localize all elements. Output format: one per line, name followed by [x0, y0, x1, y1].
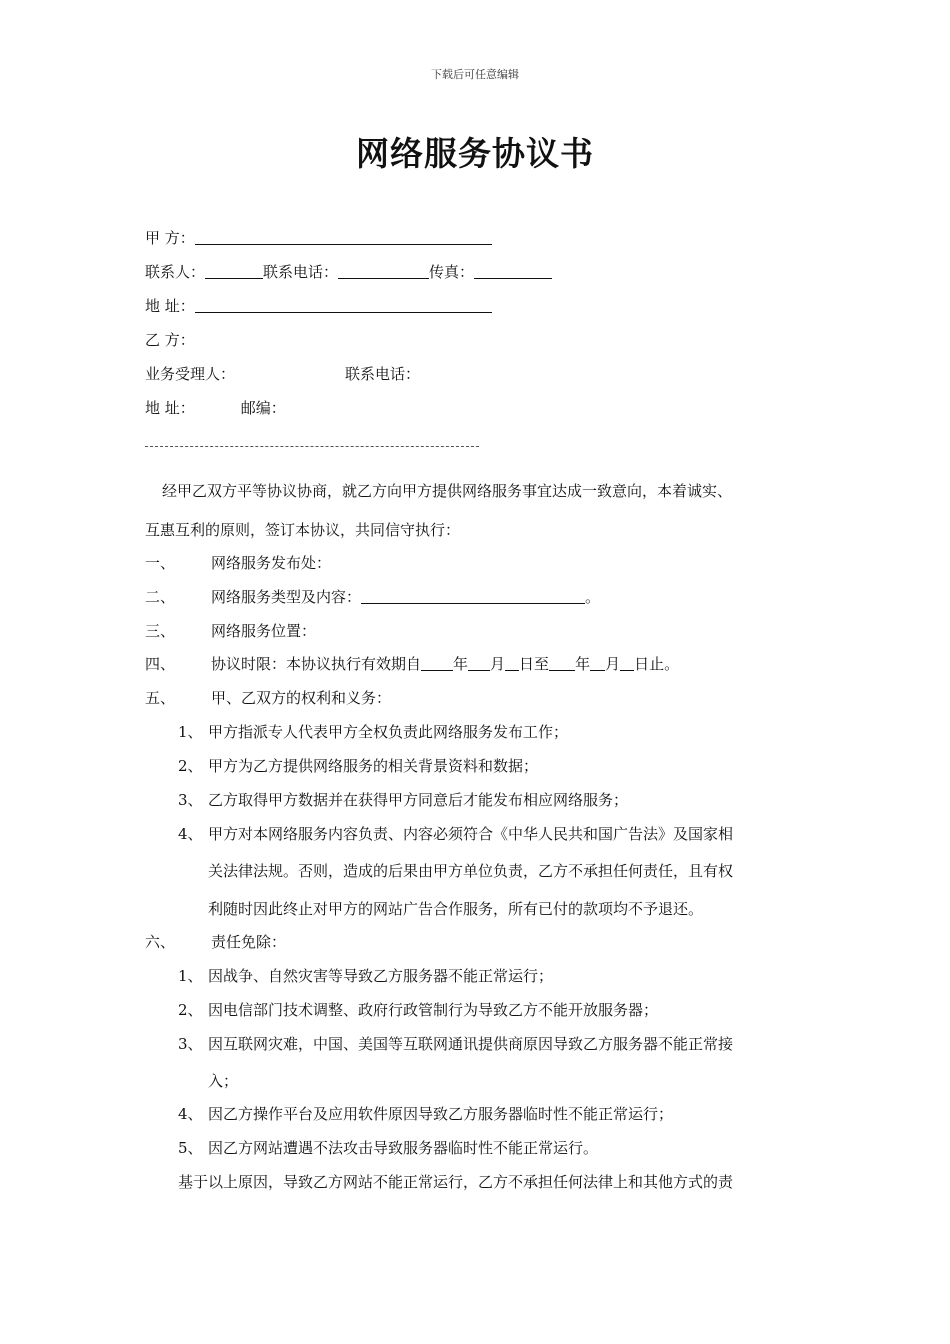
item-number: 3、: [178, 791, 203, 809]
month-label-2: 月: [605, 655, 621, 673]
intro-line-1: 经甲乙双方平等协议协商，就乙方向甲方提供网络服务事宜达成一致意向，本着诚实、: [162, 482, 733, 500]
party-b-address-line: [145, 398, 286, 418]
section-number: 二、: [145, 588, 176, 606]
party-b-label: 乙 方：: [145, 331, 195, 349]
item-number: 5、: [178, 1139, 203, 1157]
party-b-line: [145, 330, 195, 350]
item-text: 甲方为乙方提供网络服务的相关背景资料和数据；: [208, 757, 539, 775]
day-to-label: 日至: [519, 655, 550, 673]
exemption-item-1: [178, 966, 553, 986]
item-number: 1、: [178, 723, 203, 741]
address-label: 地 址：: [145, 297, 195, 315]
section-text: 网络服务发布处：: [211, 554, 332, 572]
section-4: [145, 654, 679, 674]
section-6: [145, 932, 286, 952]
address-blank[interactable]: [195, 296, 492, 313]
header-note: 下载后可任意编辑: [431, 68, 519, 81]
agent-label: 业务受理人：: [145, 365, 236, 383]
party-b-phone-label: 联系电话：: [345, 365, 421, 383]
day-end-label: 日止。: [634, 655, 680, 673]
fax-label: 传真：: [429, 263, 475, 281]
item-text: 因战争、自然灾害等导致乙方服务器不能正常运行；: [208, 967, 554, 985]
fax-blank[interactable]: [474, 262, 552, 279]
contact-label: 联系人：: [145, 263, 206, 281]
exemption-item-3-cont: 入；: [208, 1072, 239, 1090]
item-number: 4、: [178, 1105, 203, 1123]
section-2: [145, 587, 600, 607]
exemption-item-5: [178, 1138, 598, 1158]
section-suffix: 。: [585, 588, 601, 606]
rights-item-2: [178, 756, 538, 776]
exemption-item-2: [178, 1000, 658, 1020]
section-text: 甲、乙双方的权利和义务：: [211, 689, 392, 707]
section-number: 一、: [145, 554, 176, 572]
intro-line-2: 互惠互利的原则，签订本协议，共同信守执行：: [145, 521, 461, 539]
rights-item-4: [178, 824, 733, 844]
end-year-blank[interactable]: [549, 654, 575, 671]
section-text: 协议时限：本协议执行有效期自: [211, 655, 422, 673]
party-b-agent-line: [145, 364, 420, 384]
party-b-address-label: 地 址：: [145, 399, 195, 417]
party-a-line: [145, 228, 492, 248]
section-text: 网络服务类型及内容：: [211, 588, 362, 606]
phone-blank[interactable]: [338, 262, 429, 279]
party-a-address-line: [145, 296, 492, 316]
item-text: 因乙方网站遭遇不法攻击导致服务器临时性不能正常运行。: [208, 1139, 599, 1157]
end-month-blank[interactable]: [590, 654, 605, 671]
start-month-blank[interactable]: [468, 654, 490, 671]
rights-item-3: [178, 790, 628, 810]
item-number: 1、: [178, 967, 203, 985]
section-3: [145, 621, 316, 641]
service-content-blank[interactable]: [361, 587, 585, 604]
section-1: [145, 553, 331, 573]
rights-item-4-cont-1: 关法律法规。否则，造成的后果由甲方单位负责，乙方不承担任何责任，且有权: [208, 862, 734, 880]
item-text: 甲方指派专人代表甲方全权负责此网络服务发布工作；: [208, 723, 569, 741]
section-number: 三、: [145, 622, 176, 640]
item-number: 4、: [178, 825, 203, 843]
phone-label: 联系电话：: [263, 263, 339, 281]
contact-blank[interactable]: [205, 262, 263, 279]
year-label: 年: [453, 655, 469, 673]
item-number: 3、: [178, 1035, 203, 1053]
end-day-blank[interactable]: [620, 654, 634, 671]
document-title: 网络服务协议书: [356, 134, 594, 173]
section-5: [145, 688, 391, 708]
closing-paragraph: 基于以上原因，导致乙方网站不能正常运行，乙方不承担任何法律上和其他方式的责: [178, 1173, 734, 1191]
party-a-label: 甲 方：: [145, 229, 195, 247]
exemption-item-3: [178, 1034, 733, 1054]
item-text: 因乙方操作平台及应用软件原因导致乙方服务器临时性不能正常运行；: [208, 1105, 674, 1123]
item-text: 乙方取得甲方数据并在获得甲方同意后才能发布相应网络服务；: [208, 791, 629, 809]
section-number: 四、: [145, 655, 176, 673]
item-number: 2、: [178, 1001, 203, 1019]
month-label: 月: [490, 655, 506, 673]
separator-line: [145, 446, 479, 447]
rights-item-1: [178, 722, 568, 742]
section-text: 网络服务位置：: [211, 622, 317, 640]
year-label-2: 年: [575, 655, 591, 673]
exemption-item-4: [178, 1104, 673, 1124]
section-text: 责任免除：: [211, 933, 287, 951]
item-text: 因互联网灾难，中国、美国等互联网通讯提供商原因导致乙方服务器不能正常接: [208, 1035, 734, 1053]
start-day-blank[interactable]: [505, 654, 519, 671]
party-a-blank[interactable]: [195, 228, 492, 245]
item-text: 因电信部门技术调整、政府行政管制行为导致乙方不能开放服务器；: [208, 1001, 659, 1019]
item-number: 2、: [178, 757, 203, 775]
section-number: 六、: [145, 933, 176, 951]
start-year-blank[interactable]: [421, 654, 453, 671]
item-text: 甲方对本网络服务内容负责、内容必须符合《中华人民共和国广告法》及国家相: [208, 825, 734, 843]
section-number: 五、: [145, 689, 176, 707]
rights-item-4-cont-2: 利随时因此终止对甲方的网站广告合作服务，所有已付的款项均不予退还。: [208, 900, 704, 918]
party-a-contact-line: [145, 262, 552, 282]
postcode-label: 邮编：: [240, 399, 286, 417]
